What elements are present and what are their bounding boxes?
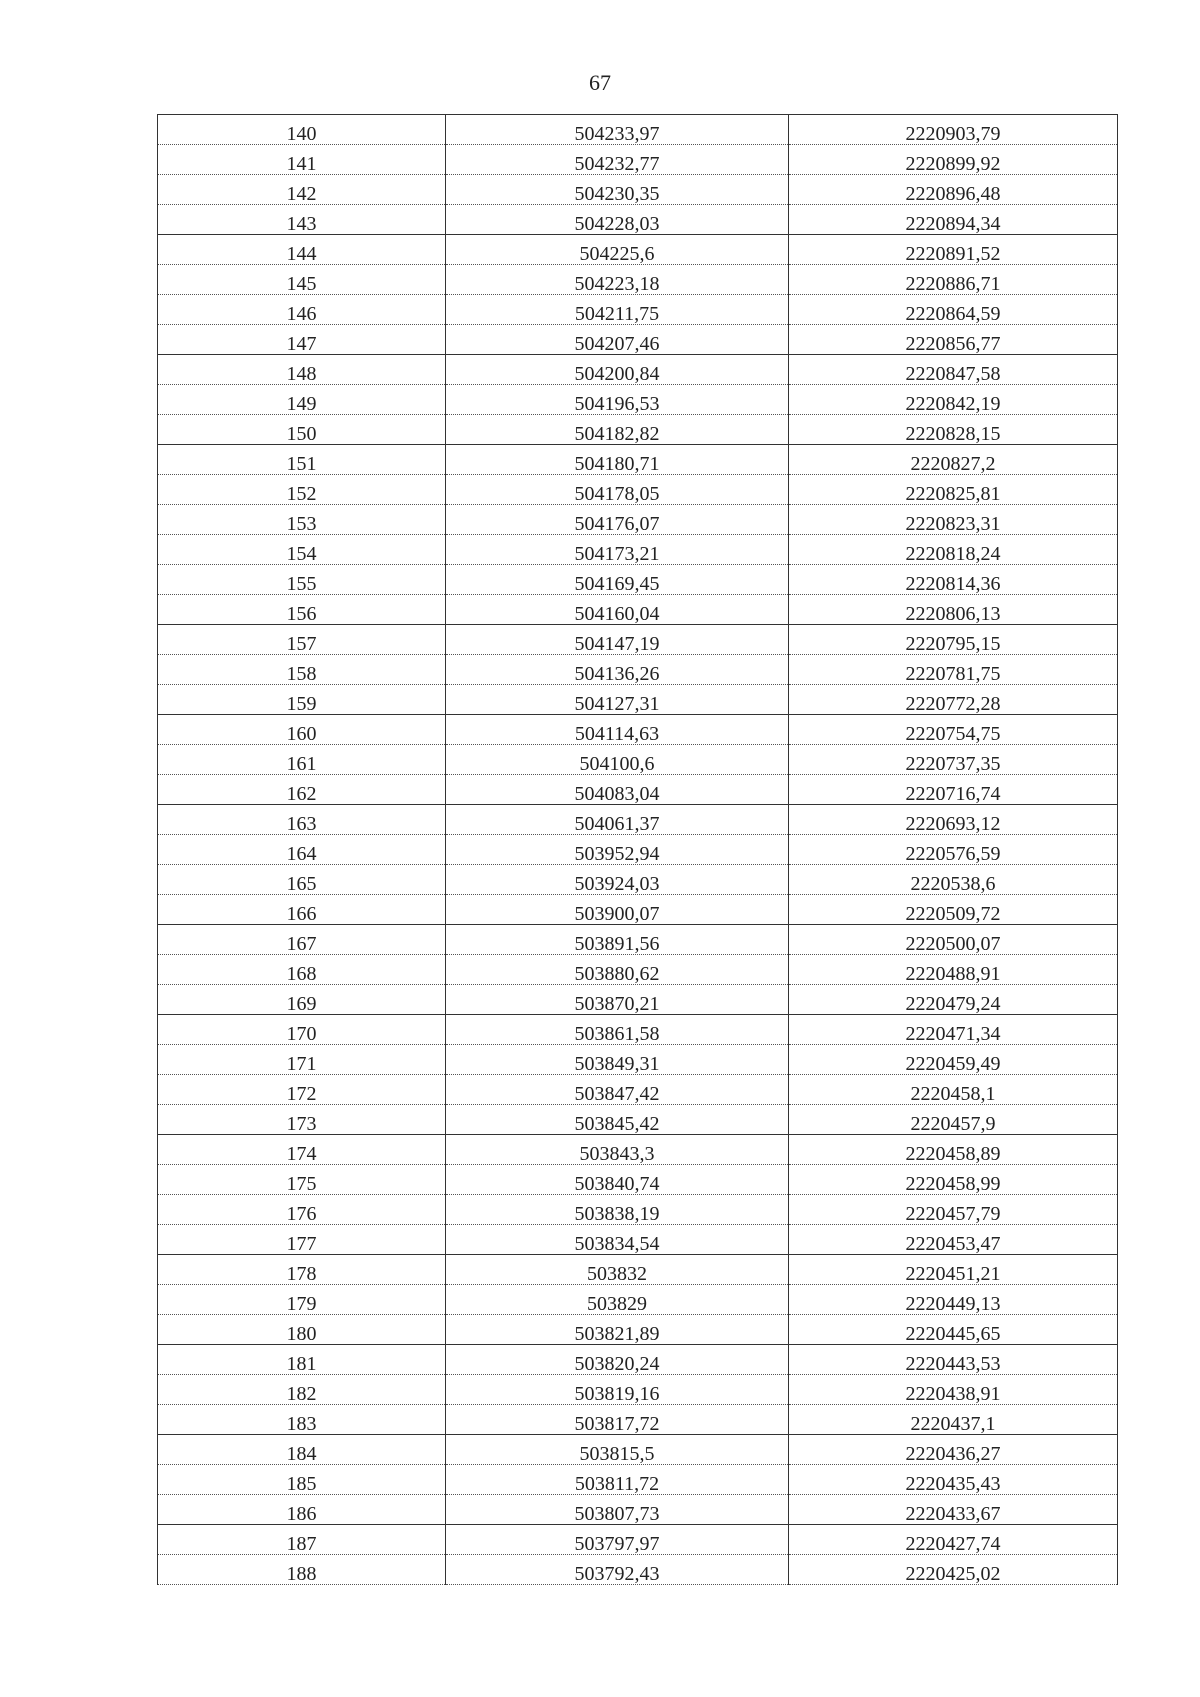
y-coordinate-cell: 2220500,07 bbox=[789, 925, 1118, 955]
y-coordinate-cell: 2220433,67 bbox=[789, 1495, 1118, 1525]
y-coordinate-cell: 2220806,13 bbox=[789, 595, 1118, 625]
point-number-cell: 162 bbox=[158, 775, 446, 805]
point-number-cell: 179 bbox=[158, 1285, 446, 1315]
point-number-cell: 178 bbox=[158, 1255, 446, 1285]
x-coordinate-cell: 504225,6 bbox=[446, 235, 789, 265]
x-coordinate-cell: 503861,58 bbox=[446, 1015, 789, 1045]
table-row bbox=[158, 385, 1118, 415]
point-number-cell: 169 bbox=[158, 985, 446, 1015]
y-coordinate-cell: 2220453,47 bbox=[789, 1225, 1118, 1255]
coordinates-table bbox=[157, 114, 1118, 1585]
table-row bbox=[158, 685, 1118, 715]
x-coordinate-cell: 504207,46 bbox=[446, 325, 789, 355]
table-row bbox=[158, 835, 1118, 865]
table-row bbox=[158, 1465, 1118, 1495]
point-number-cell: 176 bbox=[158, 1195, 446, 1225]
point-number-cell: 141 bbox=[158, 145, 446, 175]
point-number-cell: 173 bbox=[158, 1105, 446, 1135]
y-coordinate-cell: 2220425,02 bbox=[789, 1555, 1118, 1585]
x-coordinate-cell: 504196,53 bbox=[446, 385, 789, 415]
x-coordinate-cell: 504228,03 bbox=[446, 205, 789, 235]
x-coordinate-cell: 503792,43 bbox=[446, 1555, 789, 1585]
y-coordinate-cell: 2220435,43 bbox=[789, 1465, 1118, 1495]
point-number-cell: 143 bbox=[158, 205, 446, 235]
y-coordinate-cell: 2220886,71 bbox=[789, 265, 1118, 295]
y-coordinate-cell: 2220828,15 bbox=[789, 415, 1118, 445]
point-number-cell: 149 bbox=[158, 385, 446, 415]
point-number-cell: 187 bbox=[158, 1525, 446, 1555]
x-coordinate-cell: 504180,71 bbox=[446, 445, 789, 475]
x-coordinate-cell: 503843,3 bbox=[446, 1135, 789, 1165]
y-coordinate-cell: 2220471,34 bbox=[789, 1015, 1118, 1045]
y-coordinate-cell: 2220864,59 bbox=[789, 295, 1118, 325]
point-number-cell: 158 bbox=[158, 655, 446, 685]
y-coordinate-cell: 2220451,21 bbox=[789, 1255, 1118, 1285]
x-coordinate-cell: 504182,82 bbox=[446, 415, 789, 445]
x-coordinate-cell: 503820,24 bbox=[446, 1345, 789, 1375]
point-number-cell: 157 bbox=[158, 625, 446, 655]
point-number-cell: 168 bbox=[158, 955, 446, 985]
y-coordinate-cell: 2220576,59 bbox=[789, 835, 1118, 865]
y-coordinate-cell: 2220781,75 bbox=[789, 655, 1118, 685]
point-number-cell: 147 bbox=[158, 325, 446, 355]
x-coordinate-cell: 503811,72 bbox=[446, 1465, 789, 1495]
y-coordinate-cell: 2220894,34 bbox=[789, 205, 1118, 235]
table-row bbox=[158, 325, 1118, 355]
point-number-cell: 182 bbox=[158, 1375, 446, 1405]
point-number-cell: 140 bbox=[158, 115, 446, 145]
table-row bbox=[158, 1405, 1118, 1435]
y-coordinate-cell: 2220856,77 bbox=[789, 325, 1118, 355]
x-coordinate-cell: 503840,74 bbox=[446, 1165, 789, 1195]
page-number: 67 bbox=[589, 70, 611, 95]
table-row bbox=[158, 655, 1118, 685]
table-row bbox=[158, 1555, 1118, 1585]
point-number-cell: 170 bbox=[158, 1015, 446, 1045]
y-coordinate-cell: 2220737,35 bbox=[789, 745, 1118, 775]
y-coordinate-cell: 2220449,13 bbox=[789, 1285, 1118, 1315]
table-row bbox=[158, 1375, 1118, 1405]
point-number-cell: 186 bbox=[158, 1495, 446, 1525]
point-number-cell: 142 bbox=[158, 175, 446, 205]
y-coordinate-cell: 2220896,48 bbox=[789, 175, 1118, 205]
y-coordinate-cell: 2220436,27 bbox=[789, 1435, 1118, 1465]
point-number-cell: 156 bbox=[158, 595, 446, 625]
x-coordinate-cell: 504083,04 bbox=[446, 775, 789, 805]
y-coordinate-cell: 2220847,58 bbox=[789, 355, 1118, 385]
x-coordinate-cell: 504178,05 bbox=[446, 475, 789, 505]
x-coordinate-cell: 504127,31 bbox=[446, 685, 789, 715]
x-coordinate-cell: 504230,35 bbox=[446, 175, 789, 205]
x-coordinate-cell: 504169,45 bbox=[446, 565, 789, 595]
x-coordinate-cell: 503880,62 bbox=[446, 955, 789, 985]
y-coordinate-cell: 2220438,91 bbox=[789, 1375, 1118, 1405]
y-coordinate-cell: 2220825,81 bbox=[789, 475, 1118, 505]
x-coordinate-cell: 504114,63 bbox=[446, 715, 789, 745]
point-number-cell: 151 bbox=[158, 445, 446, 475]
table-row bbox=[158, 1045, 1118, 1075]
table-row bbox=[158, 295, 1118, 325]
y-coordinate-cell: 2220458,89 bbox=[789, 1135, 1118, 1165]
table-row bbox=[158, 1195, 1118, 1225]
table-row bbox=[158, 955, 1118, 985]
table-row bbox=[158, 1315, 1118, 1345]
y-coordinate-cell: 2220538,6 bbox=[789, 865, 1118, 895]
point-number-cell: 146 bbox=[158, 295, 446, 325]
x-coordinate-cell: 504223,18 bbox=[446, 265, 789, 295]
point-number-cell: 164 bbox=[158, 835, 446, 865]
table-row bbox=[158, 1525, 1118, 1555]
x-coordinate-cell: 504200,84 bbox=[446, 355, 789, 385]
table-row bbox=[158, 745, 1118, 775]
x-coordinate-cell: 503797,97 bbox=[446, 1525, 789, 1555]
table-row bbox=[158, 925, 1118, 955]
point-number-cell: 166 bbox=[158, 895, 446, 925]
table-row bbox=[158, 1285, 1118, 1315]
y-coordinate-cell: 2220891,52 bbox=[789, 235, 1118, 265]
x-coordinate-cell: 504147,19 bbox=[446, 625, 789, 655]
y-coordinate-cell: 2220754,75 bbox=[789, 715, 1118, 745]
y-coordinate-cell: 2220457,79 bbox=[789, 1195, 1118, 1225]
table-row bbox=[158, 175, 1118, 205]
x-coordinate-cell: 503819,16 bbox=[446, 1375, 789, 1405]
point-number-cell: 183 bbox=[158, 1405, 446, 1435]
table-row bbox=[158, 865, 1118, 895]
x-coordinate-cell: 503821,89 bbox=[446, 1315, 789, 1345]
y-coordinate-cell: 2220458,1 bbox=[789, 1075, 1118, 1105]
point-number-cell: 175 bbox=[158, 1165, 446, 1195]
table-row bbox=[158, 265, 1118, 295]
table-row bbox=[158, 895, 1118, 925]
point-number-cell: 181 bbox=[158, 1345, 446, 1375]
table-row bbox=[158, 475, 1118, 505]
x-coordinate-cell: 503870,21 bbox=[446, 985, 789, 1015]
x-coordinate-cell: 503924,03 bbox=[446, 865, 789, 895]
point-number-cell: 185 bbox=[158, 1465, 446, 1495]
table-row bbox=[158, 1075, 1118, 1105]
table-row bbox=[158, 1435, 1118, 1465]
table-row bbox=[158, 775, 1118, 805]
y-coordinate-cell: 2220427,74 bbox=[789, 1525, 1118, 1555]
y-coordinate-cell: 2220458,99 bbox=[789, 1165, 1118, 1195]
point-number-cell: 160 bbox=[158, 715, 446, 745]
table-row bbox=[158, 1165, 1118, 1195]
point-number-cell: 174 bbox=[158, 1135, 446, 1165]
point-number-cell: 177 bbox=[158, 1225, 446, 1255]
x-coordinate-cell: 503891,56 bbox=[446, 925, 789, 955]
y-coordinate-cell: 2220823,31 bbox=[789, 505, 1118, 535]
point-number-cell: 165 bbox=[158, 865, 446, 895]
y-coordinate-cell: 2220437,1 bbox=[789, 1405, 1118, 1435]
table-row bbox=[158, 1495, 1118, 1525]
point-number-cell: 163 bbox=[158, 805, 446, 835]
x-coordinate-cell: 503815,5 bbox=[446, 1435, 789, 1465]
point-number-cell: 145 bbox=[158, 265, 446, 295]
table-row bbox=[158, 1255, 1118, 1285]
x-coordinate-cell: 503838,19 bbox=[446, 1195, 789, 1225]
x-coordinate-cell: 504233,97 bbox=[446, 115, 789, 145]
x-coordinate-cell: 503849,31 bbox=[446, 1045, 789, 1075]
x-coordinate-cell: 503845,42 bbox=[446, 1105, 789, 1135]
x-coordinate-cell: 504061,37 bbox=[446, 805, 789, 835]
point-number-cell: 184 bbox=[158, 1435, 446, 1465]
x-coordinate-cell: 503900,07 bbox=[446, 895, 789, 925]
x-coordinate-cell: 503952,94 bbox=[446, 835, 789, 865]
x-coordinate-cell: 504160,04 bbox=[446, 595, 789, 625]
table-row bbox=[158, 235, 1118, 265]
table-row bbox=[158, 115, 1118, 145]
point-number-cell: 159 bbox=[158, 685, 446, 715]
table-row bbox=[158, 1225, 1118, 1255]
point-number-cell: 154 bbox=[158, 535, 446, 565]
table-row bbox=[158, 445, 1118, 475]
point-number-cell: 155 bbox=[158, 565, 446, 595]
point-number-cell: 150 bbox=[158, 415, 446, 445]
x-coordinate-cell: 504176,07 bbox=[446, 505, 789, 535]
x-coordinate-cell: 503807,73 bbox=[446, 1495, 789, 1525]
table-row bbox=[158, 355, 1118, 385]
y-coordinate-cell: 2220445,65 bbox=[789, 1315, 1118, 1345]
point-number-cell: 153 bbox=[158, 505, 446, 535]
point-number-cell: 167 bbox=[158, 925, 446, 955]
x-coordinate-cell: 504211,75 bbox=[446, 295, 789, 325]
x-coordinate-cell: 503832 bbox=[446, 1255, 789, 1285]
y-coordinate-cell: 2220443,53 bbox=[789, 1345, 1118, 1375]
y-coordinate-cell: 2220899,92 bbox=[789, 145, 1118, 175]
x-coordinate-cell: 503847,42 bbox=[446, 1075, 789, 1105]
x-coordinate-cell: 504173,21 bbox=[446, 535, 789, 565]
coordinates-table-body bbox=[158, 115, 1118, 1585]
table-row bbox=[158, 205, 1118, 235]
y-coordinate-cell: 2220827,2 bbox=[789, 445, 1118, 475]
y-coordinate-cell: 2220509,72 bbox=[789, 895, 1118, 925]
table-row bbox=[158, 1015, 1118, 1045]
y-coordinate-cell: 2220488,91 bbox=[789, 955, 1118, 985]
x-coordinate-cell: 503817,72 bbox=[446, 1405, 789, 1435]
x-coordinate-cell: 503829 bbox=[446, 1285, 789, 1315]
point-number-cell: 172 bbox=[158, 1075, 446, 1105]
y-coordinate-cell: 2220457,9 bbox=[789, 1105, 1118, 1135]
y-coordinate-cell: 2220459,49 bbox=[789, 1045, 1118, 1075]
table-row bbox=[158, 505, 1118, 535]
x-coordinate-cell: 503834,54 bbox=[446, 1225, 789, 1255]
table-row bbox=[158, 625, 1118, 655]
table-row bbox=[158, 565, 1118, 595]
y-coordinate-cell: 2220479,24 bbox=[789, 985, 1118, 1015]
x-coordinate-cell: 504100,6 bbox=[446, 745, 789, 775]
point-number-cell: 188 bbox=[158, 1555, 446, 1585]
point-number-cell: 180 bbox=[158, 1315, 446, 1345]
x-coordinate-cell: 504232,77 bbox=[446, 145, 789, 175]
table-row bbox=[158, 715, 1118, 745]
point-number-cell: 148 bbox=[158, 355, 446, 385]
y-coordinate-cell: 2220842,19 bbox=[789, 385, 1118, 415]
y-coordinate-cell: 2220795,15 bbox=[789, 625, 1118, 655]
y-coordinate-cell: 2220716,74 bbox=[789, 775, 1118, 805]
table-row bbox=[158, 535, 1118, 565]
table-row bbox=[158, 1345, 1118, 1375]
table-row bbox=[158, 985, 1118, 1015]
table-row bbox=[158, 1105, 1118, 1135]
y-coordinate-cell: 2220693,12 bbox=[789, 805, 1118, 835]
table-row bbox=[158, 805, 1118, 835]
y-coordinate-cell: 2220818,24 bbox=[789, 535, 1118, 565]
y-coordinate-cell: 2220772,28 bbox=[789, 685, 1118, 715]
table-row bbox=[158, 595, 1118, 625]
table-row bbox=[158, 145, 1118, 175]
y-coordinate-cell: 2220814,36 bbox=[789, 565, 1118, 595]
point-number-cell: 152 bbox=[158, 475, 446, 505]
table-row bbox=[158, 415, 1118, 445]
y-coordinate-cell: 2220903,79 bbox=[789, 115, 1118, 145]
table-row bbox=[158, 1135, 1118, 1165]
x-coordinate-cell: 504136,26 bbox=[446, 655, 789, 685]
point-number-cell: 171 bbox=[158, 1045, 446, 1075]
point-number-cell: 161 bbox=[158, 745, 446, 775]
point-number-cell: 144 bbox=[158, 235, 446, 265]
